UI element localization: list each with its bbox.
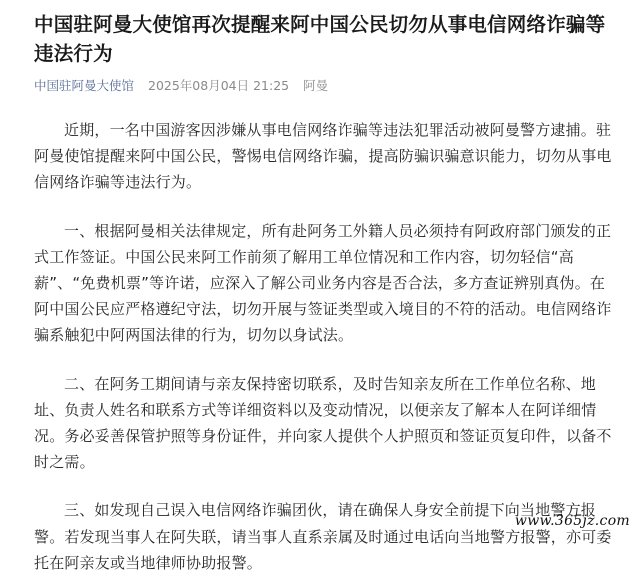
publish-location: 阿曼 [303,78,329,93]
paragraph-1: 一、根据阿曼相关法律规定，所有赴阿务工外籍人员必须持有阿政府部门颁发的正式工作签证。中国公民来阿工作前须了解用工单位情况和工作内容，切勿轻信“高薪”、“免费机票”等许诺，应深入了解公司业务内容是否合法，多方查证辨别真伪。在阿中国公民应严格遵纪守法，切勿开展与签证类型或入境目的不符的活动。电信网络诈骗系触犯中阿两国法律的行为，切勿以身试法。 [34,221,612,345]
paragraph-3: 三、如发现自己误入电信网络诈骗团伙，请在确保人身安全前提下向当地警方报警。若发现当事人在阿失联，请当事人直系亲属及时通过电话向当地警方报警，亦可委托在阿亲友或当地律师协助报警。 [34,501,612,572]
article-meta [34,77,620,95]
article-title: 中国驻阿曼大使馆再次提醒来阿中国公民切勿从事电信网络诈骗等违法行为 [34,13,606,65]
paragraph-intro: 近期，一名中国游客因涉嫌从事电信网络诈骗等违法犯罪活动被阿曼警方逮捕。驻阿曼使馆提醒来阿中国公民，警惕电信网络诈骗，提高防骗识骗意识能力，切勿从事电信网络诈骗等违法行为。 [34,121,612,192]
paragraph-2: 二、在阿务工期间请与亲友保持密切联系，及时告知亲友所在工作单位名称、地址、负责人姓名和联系方式等详细资料以及变动情况，以便亲友了解本人在阿详细情况。务必妥善保管护照等身份证件，并向家人提供个人护照页和签证页复印件，以备不时之需。 [34,374,612,472]
site-watermark: www.365jz.com [514,513,630,529]
source-link[interactable]: 中国驻阿曼大使馆 [34,78,135,93]
publish-time: 2025年08月04日 21:25 [148,78,290,93]
